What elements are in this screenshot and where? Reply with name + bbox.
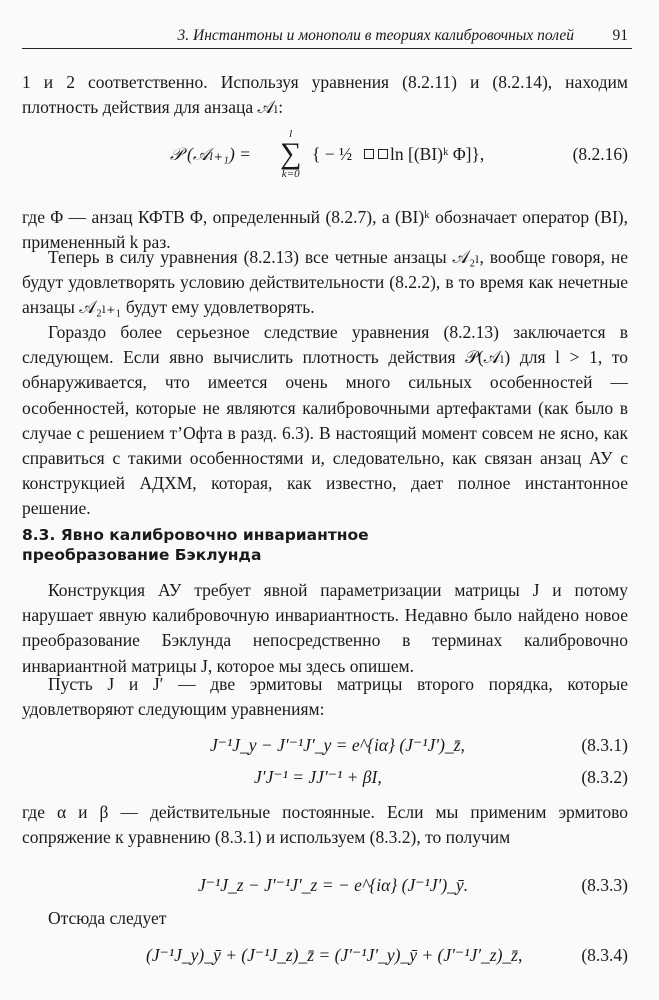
- equation-8-3-1: J⁻¹J_y − J′⁻¹J′_y = e^{iα} (J⁻¹J′)_z̄, (8.3.1): [210, 735, 628, 755]
- paragraph-3: Теперь в силу уравнения (8.2.13) все четные анзацы 𝒜₂ₗ, вообще говоря, не будут удовлетворять условию действительности (8.2.2), в то время как нечетные анзацы 𝒜₂ₗ₊₁ будут ему удовлетворять.: [22, 247, 628, 318]
- paragraph-2: где Φ — анзац КФТВ Φ, определенный (8.2.7), а (BI)ᵏ обозначает оператор (BI), примененный k раз.: [22, 207, 628, 253]
- equation-8-3-2: J′J⁻¹ = JJ′⁻¹ + βI, (8.3.2): [254, 767, 628, 787]
- header-title: 3. Инстантоны и монополи в теориях калибровочных полей: [177, 27, 574, 44]
- eq-8-2-16-lhs: 𝒫 (𝒜ₗ₊₁) =: [170, 144, 251, 164]
- eq-8-2-16-body-a: { − ½: [312, 144, 353, 164]
- sum-lower: k=0: [281, 168, 300, 180]
- summation-sign: l ∑ k=0: [280, 128, 302, 180]
- equation-8-3-4: (J⁻¹J_y)_ȳ + (J⁻¹J_z)_z̄ = (J′⁻¹J′_y)_ȳ + (J′⁻¹J′_z)_z̄, (8.3.4): [146, 945, 628, 965]
- eq-number: (8.2.16): [572, 144, 628, 164]
- equation-8-3-3: J⁻¹J_z − J′⁻¹J′_z = − e^{iα} (J⁻¹J′)_ȳ. (8.3.3): [198, 875, 628, 895]
- running-header: [22, 23, 632, 49]
- eq-8-2-16-body-b: ln [(BI)ᵏ Φ]},: [390, 144, 485, 164]
- box-operator: [362, 142, 390, 167]
- paragraph-7: где α и β — действительные постоянные. Если мы применим эрмитово сопряжение к уравнению (8.3.1) и используем (8.3.2), то получим: [22, 802, 628, 848]
- equation-8-2-16: [22, 128, 628, 184]
- paragraph-4: Гораздо более серьезное следствие уравнения (8.2.13) заключается в следующем. Если явно вычислить плотность действия 𝒫(𝒜ₗ) для l > 1, то обнаруживается, что имеется очень много сильных особенностей — особенностей, которые не являются калибровочными артефактами (как было в случае с решением т’Офта в разд. 6.3). В настоящий момент совсем не ясно, как справиться с такими особенностями и, следовательно, как связан анзац АУ с конструкцией АДХМ, которая, как известно, дает полное инстантонное решение.: [22, 322, 628, 519]
- paragraph-5: Конструкция АУ требует явной параметризации матрицы J и потому нарушает явную калибровочную инвариантность. Недавно было найдено новое преобразование Бэклунда непосредственно в терминах калибровочно инвариантной матрицы J, которое мы здесь опишем.: [22, 580, 628, 676]
- paragraph-1: 1 и 2 соответственно. Используя уравнения (8.2.11) и (8.2.14), находим плотность действия для анзаца 𝒜ₗ:: [22, 72, 628, 118]
- paragraph-8: Отсюда следует: [48, 908, 167, 928]
- page-number: 91: [612, 27, 628, 44]
- section-heading: 8.3. Явно калибровочно инвариантное преобразование Бэклунда: [22, 526, 369, 564]
- sum-upper: l: [289, 128, 293, 140]
- paragraph-6: Пусть J и J′ — две эрмитовы матрицы второго порядка, которые удовлетворяют следующим уравнениям:: [22, 674, 628, 720]
